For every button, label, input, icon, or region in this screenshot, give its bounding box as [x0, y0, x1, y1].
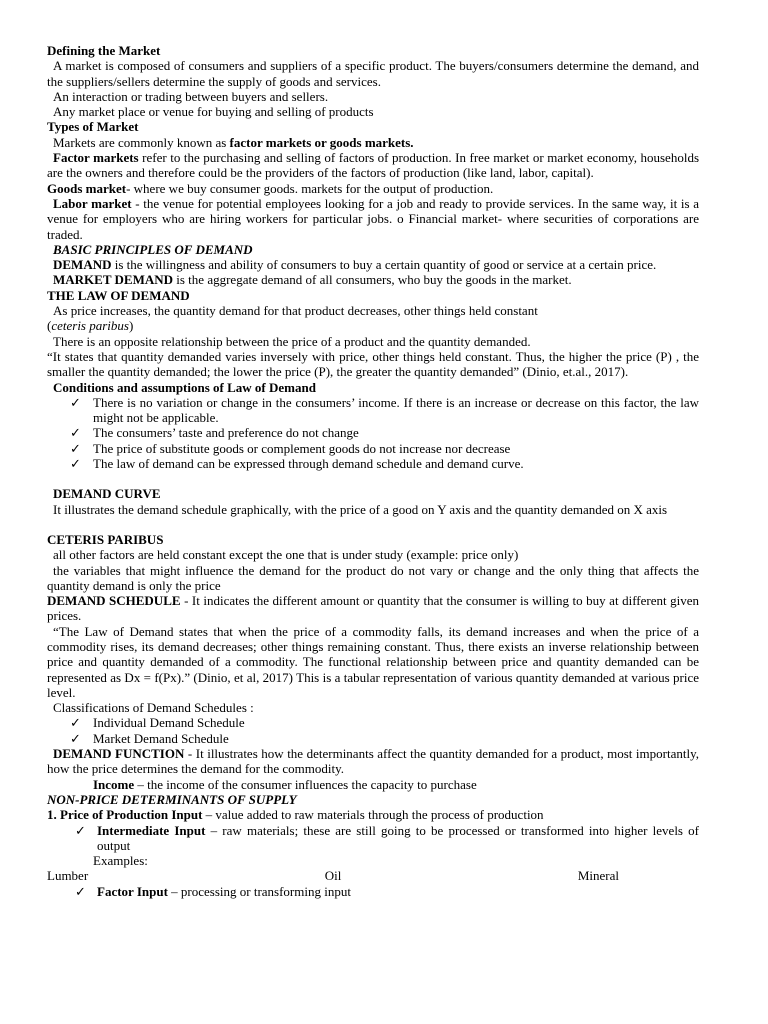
paragraph: DEMAND is the willingness and ability of consumers to buy a certain quantity of good or service at a certain price. [53, 257, 657, 273]
heading-ceteris-paribus: CETERIS PARIBUS [47, 531, 164, 547]
paragraph: DEMAND FUNCTION - It illustrates how the determinants affect the quantity demanded for a product, most importantly, how the price determines the demand for the commodity. [47, 746, 699, 777]
examples-row [47, 868, 699, 883]
paragraph: Goods market- where we buy consumer goods. markets for the output of production. [47, 180, 494, 196]
checkmark-icon: ✓ [70, 394, 81, 410]
list-item: ✓ Factor Input – processing or transforming input [75, 883, 351, 899]
heading-types-of-market: Types of Market [47, 119, 139, 135]
paragraph: There is an opposite relationship between the price of a product and the quantity demanded. [53, 333, 531, 349]
checkmark-icon: ✓ [70, 425, 81, 441]
heading-demand-curve: DEMAND CURVE [53, 486, 161, 502]
heading-basic-principles: BASIC PRINCIPLES OF DEMAND [53, 241, 253, 257]
examples-label: Examples: [93, 853, 148, 869]
paragraph: the variables that might influence the demand for the product do not vary or change and the only thing that affects the quantity demand is only the price [47, 562, 699, 593]
paragraph: Markets are commonly known as factor markets or goods markets. [53, 134, 414, 150]
paragraph: DEMAND SCHEDULE - It indicates the different amount or quantity that the consumer is willing to buy at different given prices. [47, 593, 700, 624]
paragraph: (ceteris paribus) [47, 318, 134, 334]
paragraph: Classifications of Demand Schedules : [53, 700, 254, 716]
paragraph: “The Law of Demand states that when the price of a commodity falls, its demand increases and when the price of a commodity rises, its demand decreases; other things remaining constant. Thus, there exists an inverse relationship between price and quantity demanded of a commodity. The functional relationship between price and quantity demanded can be represented as Dx = f(Px).” (Dinio, et al, 2017) This is a tabular representation of various quantity demanded at various price level. [47, 623, 699, 700]
document-page [47, 43, 699, 899]
example-item: Mineral [577, 868, 619, 884]
list-item: ✓ The consumers’ taste and preference do not change [70, 425, 359, 441]
checkmark-icon: ✓ [70, 456, 81, 472]
paragraph: As price increases, the quantity demand for that product decreases, other things held constant [53, 303, 538, 319]
list-item: ✓ The law of demand can be expressed through demand schedule and demand curve. [70, 456, 524, 472]
list-item: ✓ There is no variation or change in the consumers’ income. If there is an increase or decrease on this factor, the law might not be applicable. [70, 394, 699, 426]
heading-defining-market: Defining the Market [47, 43, 161, 58]
paragraph: It illustrates the demand schedule graphically, with the price of a good on Y axis and the quantity demanded on X axis [53, 501, 668, 517]
checkmark-icon: ✓ [70, 715, 81, 731]
heading-non-price-determinants: NON-PRICE DETERMINANTS OF SUPPLY [47, 791, 297, 807]
paragraph: A market is composed of consumers and suppliers of a specific product. The buyers/consumers determine the demand, and the suppliers/sellers determine the supply of goods and services. [47, 58, 699, 89]
example-item: Lumber [47, 868, 89, 884]
paragraph: Income – the income of the consumer influences the capacity to purchase [93, 776, 477, 792]
paragraph: Factor markets refer to the purchasing and selling of factors of production. In free market or market economy, households are the owners and therefore could be the providers of the factors of production (like land, labor, capital). [47, 150, 699, 181]
paragraph: “It states that quantity demanded varies inversely with price, other things held constant. Thus, the higher the price (P) , the smaller the quantity demanded; the lower the price (P), the greater the quantity demanded” (Dinio, et.al., 2017). [47, 348, 699, 380]
paragraph: MARKET DEMAND is the aggregate demand of all consumers, who buy the goods in the market. [53, 272, 572, 288]
paragraph: Any market place or venue for buying and selling of products [53, 104, 374, 120]
checkmark-icon: ✓ [75, 883, 86, 899]
paragraph: Labor market - the venue for potential employees looking for a job and ready to provide services. In the same way, it is a venue for employers who are hiring workers for particular jobs. o Financial market- where securities of corporations are traded. [47, 195, 699, 242]
list-item: ✓ The price of substitute goods or complement goods do not increase nor decrease [70, 440, 511, 456]
heading-conditions: Conditions and assumptions of Law of Demand [53, 379, 316, 395]
checkmark-icon: ✓ [75, 822, 86, 838]
checkmark-icon: ✓ [70, 440, 81, 456]
paragraph: 1. Price of Production Input – value added to raw materials through the process of production [47, 807, 544, 823]
heading-law-of-demand: THE LAW OF DEMAND [47, 287, 190, 303]
example-item: Oil [324, 868, 342, 884]
paragraph: all other factors are held constant except the one that is under study (example: price only) [53, 547, 519, 563]
checkmark-icon: ✓ [70, 730, 81, 746]
list-item: ✓ Individual Demand Schedule [70, 715, 245, 731]
list-item: ✓ Intermediate Input – raw materials; these are still going to be processed or transformed into higher levels of output [75, 822, 699, 853]
paragraph: An interaction or trading between buyers and sellers. [53, 88, 329, 104]
list-item: ✓ Market Demand Schedule [70, 730, 229, 746]
